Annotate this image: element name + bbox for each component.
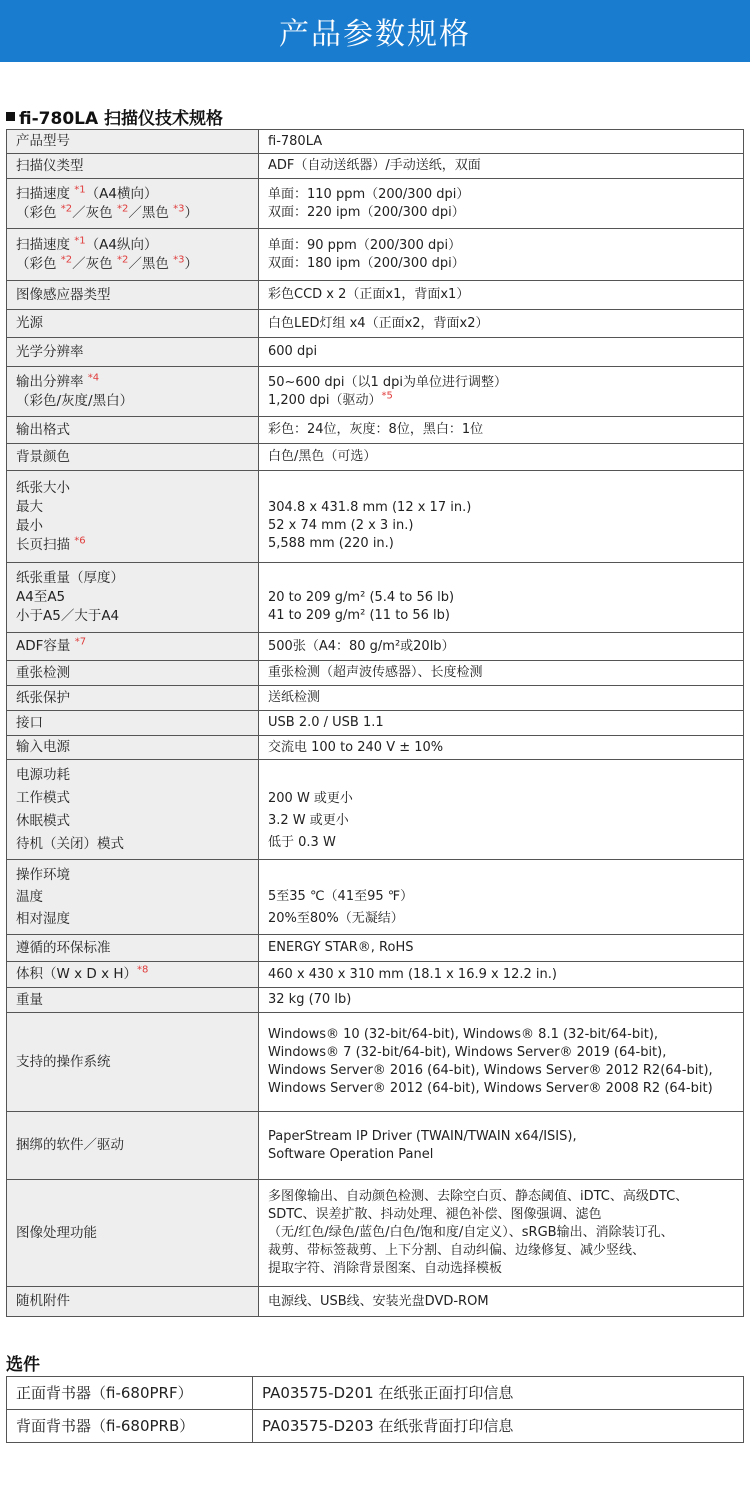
table-row: [7, 1180, 744, 1287]
spec-section-title: fi-780LA 扫描仪技术规格: [19, 109, 224, 129]
table-row: [7, 563, 744, 633]
table-row: [7, 130, 744, 154]
row-label: 图像感应器类型: [7, 281, 259, 310]
table-row: [7, 281, 744, 310]
row-value: 电源线、USB线、安装光盘DVD-ROM: [259, 1287, 744, 1317]
table-row: [7, 633, 744, 661]
row-value: 50~600 dpi（以1 dpi为单位进行调整） 1,200 dpi（驱动）$^{*5}$: [259, 367, 744, 417]
row-value: 交流电 100 to 240 V ± 10%: [259, 736, 744, 760]
row-value: 20 to 209 g/m² (5.4 to 56 lb) 41 to 209 g/m² (11 to 56 lb): [259, 563, 744, 633]
row-value: ENERGY STAR®, RoHS: [259, 935, 744, 962]
row-value: fi-780LA: [259, 130, 744, 154]
footnote-ref: *5: [381, 390, 393, 402]
header-banner: [0, 0, 750, 62]
row-label: 光源: [7, 310, 259, 338]
row-value: 600 dpi: [259, 338, 744, 367]
row-label: 光学分辨率: [7, 338, 259, 367]
footnote-ref: *2: [116, 254, 129, 265]
table-row: [7, 760, 744, 860]
spec-section-heading: [6, 104, 223, 129]
row-label: 接口: [7, 711, 259, 736]
table-row: [7, 935, 744, 962]
options-section-heading: [6, 1350, 40, 1375]
footnote-ref: *3: [173, 203, 185, 214]
table-row: [7, 417, 744, 444]
row-label: 重张检测: [7, 661, 259, 686]
row-label: 扫描仪类型: [7, 154, 259, 179]
row-value: 304.8 x 431.8 mm (12 x 17 in.) 52 x 74 mm (2 x 3 in.) 5,588 mm (220 in.): [259, 471, 744, 563]
footnote-ref: *6: [74, 535, 86, 546]
option-value: PA03575-D201 在纸张正面打印信息: [253, 1377, 744, 1410]
table-row: [7, 962, 744, 988]
table-row: [7, 686, 744, 711]
row-value: 32 kg (70 lb): [259, 988, 744, 1013]
row-value: PaperStream IP Driver (TWAIN/TWAIN x64/ISIS), Software Operation Panel: [259, 1112, 744, 1180]
table-row: [7, 860, 744, 935]
footnote-ref: *4: [87, 372, 100, 383]
row-label: 捆绑的软件／驱动: [7, 1112, 259, 1180]
row-value: 单面：110 ppm（200/300 dpi） 双面：220 ipm（200/300 dpi）: [259, 179, 744, 229]
footnote-ref: *7: [74, 636, 87, 648]
row-value: 200 W 或更小 3.2 W 或更小 低于 0.3 W: [259, 760, 744, 860]
row-label: 纸张重量（厚度） A4至A5 小于A5／大于A4: [7, 563, 259, 633]
table-row: [7, 338, 744, 367]
footnote-ref: *2: [116, 203, 129, 214]
footnote-ref: *2: [60, 254, 73, 265]
options-section-title: 选件: [6, 1355, 40, 1375]
row-label: 产品型号: [7, 130, 259, 154]
row-label: 体积（W x D x H）$^{*8}$: [7, 962, 259, 988]
table-row: [7, 711, 744, 736]
row-value: 白色LED灯组 x4（正面x2，背面x2）: [259, 310, 744, 338]
footnote-ref: *1: [74, 184, 86, 195]
row-label: 纸张大小 最大 最小 长页扫描 $^{*6}$: [7, 471, 259, 563]
footnote-ref: *3: [173, 254, 185, 265]
row-value: USB 2.0 / USB 1.1: [259, 711, 744, 736]
banner-title: 产品参数规格: [279, 17, 471, 52]
row-value: 彩色CCD x 2（正面x1，背面x1）: [259, 281, 744, 310]
row-value: Windows® 10 (32-bit/64-bit), Windows® 8.1 (32-bit/64-bit), Windows® 7 (32-bit/64-bit), Windows Server® 2019 (64-bit), Windows Server® 2016 (64-bit), Windows Server® 2012 R2(64-bit), Windows Server® 2012 (64-bit), Windows Server® 2008 R2 (64-bit): [259, 1013, 744, 1112]
table-row: [7, 1112, 744, 1180]
table-row: [7, 1410, 744, 1443]
table-row: [7, 661, 744, 686]
row-value: 460 x 430 x 310 mm (18.1 x 16.9 x 12.2 in.): [259, 962, 744, 988]
row-value: 送纸检测: [259, 686, 744, 711]
row-label: 随机附件: [7, 1287, 259, 1317]
row-value: 500张（A4：80 g/m²或20lb）: [259, 633, 744, 661]
row-label: 电源功耗 工作模式 休眠模式 待机（关闭）模式: [7, 760, 259, 860]
table-row: [7, 367, 744, 417]
table-row: [7, 1013, 744, 1112]
row-label: 支持的操作系统: [7, 1013, 259, 1112]
table-row: [7, 444, 744, 471]
row-value: 5至35 ℃（41至95 ℉） 20%至80%（无凝结）: [259, 860, 744, 935]
options-table: [6, 1376, 744, 1443]
row-label: 图像处理功能: [7, 1180, 259, 1287]
spec-table: [6, 129, 744, 1317]
footnote-ref: *2: [60, 203, 73, 214]
row-value: 彩色：24位，灰度：8位，黑白：1位: [259, 417, 744, 444]
row-value: ADF（自动送纸器）/手动送纸，双面: [259, 154, 744, 179]
row-label: 输入电源: [7, 736, 259, 760]
table-row: [7, 310, 744, 338]
square-bullet-icon: [6, 112, 15, 121]
row-label: 纸张保护: [7, 686, 259, 711]
row-value: 单面：90 ppm（200/300 dpi） 双面：180 ipm（200/300 dpi）: [259, 229, 744, 281]
option-label: 背面背书器（fi-680PRB）: [7, 1410, 253, 1443]
row-value: 白色/黑色（可选）: [259, 444, 744, 471]
row-value: 多图像输出、自动颜色检测、去除空白页、静态阈值、iDTC、高级DTC、 SDTC、误差扩散、抖动处理、褪色补偿、图像强调、滤色 （无/红色/绿色/蓝色/白色/饱和度/自定义）、sRGB输出、消除装订孔、 裁剪、带标签裁剪、上下分割、自动纠偏、边缘修复、减少竖线、 提取字符、消除背景图案、自动选择模板: [259, 1180, 744, 1287]
row-label: 操作环境 温度 相对湿度: [7, 860, 259, 935]
row-label: 输出分辨率 $^{*4}$ （彩色/灰度/黑白）: [7, 367, 259, 417]
row-value: 重张检测（超声波传感器）、长度检测: [259, 661, 744, 686]
row-label: 输出格式: [7, 417, 259, 444]
table-row: [7, 154, 744, 179]
table-row: [7, 179, 744, 229]
row-label: 重量: [7, 988, 259, 1013]
row-label: 遵循的环保标准: [7, 935, 259, 962]
footnote-ref: *1: [74, 235, 86, 246]
row-label: ADF容量 $^{*7}$: [7, 633, 259, 661]
option-label: 正面背书器（fi-680PRF）: [7, 1377, 253, 1410]
row-label: 背景颜色: [7, 444, 259, 471]
option-value: PA03575-D203 在纸张背面打印信息: [253, 1410, 744, 1443]
table-row: [7, 988, 744, 1013]
row-label: 扫描速度 $^{*1}$（A4纵向） （彩色 $^{*2}$／灰色 $^{*2}$／黑色 $^{*3}$）: [7, 229, 259, 281]
table-row: [7, 1287, 744, 1317]
table-row: [7, 471, 744, 563]
row-label: 扫描速度 $^{*1}$（A4横向） （彩色 $^{*2}$／灰色 $^{*2}$／黑色 $^{*3}$）: [7, 179, 259, 229]
footnote-ref: *8: [137, 964, 149, 976]
table-row: [7, 229, 744, 281]
table-row: [7, 1377, 744, 1410]
table-row: [7, 736, 744, 760]
